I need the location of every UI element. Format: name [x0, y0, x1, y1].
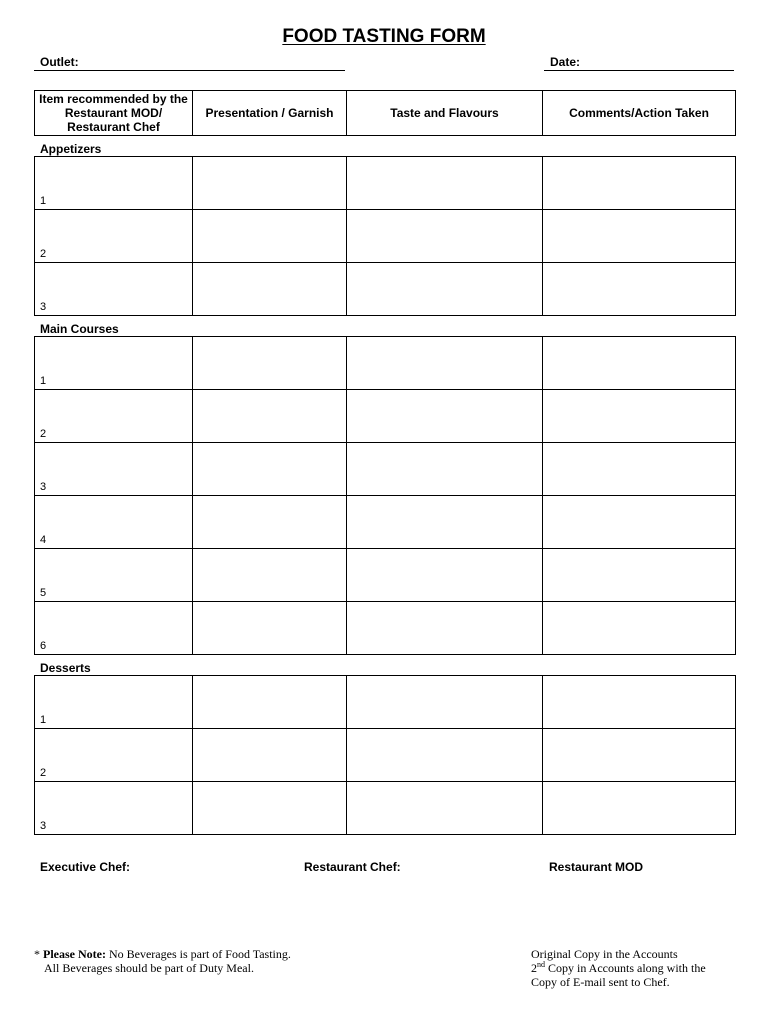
- column-header-comments: Comments/Action Taken: [543, 91, 736, 136]
- table-row: [35, 549, 736, 602]
- comments-cell[interactable]: [543, 782, 736, 835]
- comments-cell[interactable]: [543, 210, 736, 263]
- section-label-desserts: Desserts: [40, 661, 91, 675]
- presentation-cell[interactable]: [193, 549, 347, 602]
- presentation-cell[interactable]: [193, 496, 347, 549]
- table-row: [35, 337, 736, 390]
- page-title: [0, 26, 768, 48]
- comments-cell[interactable]: [543, 676, 736, 729]
- taste-cell[interactable]: [347, 390, 543, 443]
- table-row: [35, 782, 736, 835]
- note-line2: All Beverages should be part of Duty Meal.: [44, 961, 254, 975]
- executive-chef-label: Executive Chef:: [40, 860, 131, 874]
- taste-cell[interactable]: [347, 443, 543, 496]
- table-row: [35, 443, 736, 496]
- copy-distribution: [531, 947, 761, 989]
- note-bold: Please Note:: [43, 947, 106, 961]
- comments-cell[interactable]: [543, 549, 736, 602]
- header-table: [34, 90, 736, 136]
- presentation-cell[interactable]: [193, 602, 347, 655]
- row-number[interactable]: 1: [35, 337, 193, 390]
- date-label: Date:: [550, 55, 581, 69]
- desserts-table: [34, 675, 736, 835]
- presentation-cell[interactable]: [193, 390, 347, 443]
- table-row: [35, 496, 736, 549]
- row-number[interactable]: 2: [35, 210, 193, 263]
- note-line1: No Beverages is part of Food Tasting.: [105, 947, 291, 961]
- table-row: [35, 263, 736, 316]
- restaurant-mod-label: Restaurant MOD: [549, 860, 644, 874]
- column-header-taste: Taste and Flavours: [347, 91, 543, 136]
- row-number[interactable]: 5: [35, 549, 193, 602]
- form-title: FOOD TASTING FORM: [282, 26, 486, 47]
- taste-cell[interactable]: [347, 496, 543, 549]
- taste-cell[interactable]: [347, 676, 543, 729]
- taste-cell[interactable]: [347, 549, 543, 602]
- copy-line2-num: 2: [531, 961, 537, 975]
- column-header-item: Item recommended by the Restaurant MOD/ Restaurant Chef: [35, 91, 193, 136]
- column-header-presentation: Presentation / Garnish: [193, 91, 347, 136]
- row-number[interactable]: 2: [35, 390, 193, 443]
- row-number[interactable]: 1: [35, 157, 193, 210]
- comments-cell[interactable]: [543, 602, 736, 655]
- taste-cell[interactable]: [347, 337, 543, 390]
- comments-cell[interactable]: [543, 337, 736, 390]
- table-row: [35, 390, 736, 443]
- copy-line2-rest: Copy in Accounts along with the: [545, 961, 706, 975]
- taste-cell[interactable]: [347, 157, 543, 210]
- comments-cell[interactable]: [543, 390, 736, 443]
- presentation-cell[interactable]: [193, 210, 347, 263]
- comments-cell[interactable]: [543, 263, 736, 316]
- presentation-cell[interactable]: [193, 676, 347, 729]
- presentation-cell[interactable]: [193, 263, 347, 316]
- outlet-label: Outlet:: [40, 55, 79, 69]
- row-number[interactable]: 2: [35, 729, 193, 782]
- taste-cell[interactable]: [347, 782, 543, 835]
- presentation-cell[interactable]: [193, 157, 347, 210]
- taste-cell[interactable]: [347, 602, 543, 655]
- section-label-appetizers: Appetizers: [40, 142, 102, 156]
- date-field[interactable]: [544, 70, 734, 71]
- presentation-cell[interactable]: [193, 337, 347, 390]
- comments-cell[interactable]: [543, 443, 736, 496]
- comments-cell[interactable]: [543, 496, 736, 549]
- row-number[interactable]: 4: [35, 496, 193, 549]
- row-number[interactable]: 1: [35, 676, 193, 729]
- taste-cell[interactable]: [347, 263, 543, 316]
- copy-line1: Original Copy in the Accounts: [531, 947, 678, 961]
- main-courses-table: [34, 336, 736, 655]
- table-row: [35, 210, 736, 263]
- outlet-field[interactable]: [34, 70, 345, 71]
- comments-cell[interactable]: [543, 729, 736, 782]
- taste-cell[interactable]: [347, 729, 543, 782]
- copy-line3: Copy of E-mail sent to Chef.: [531, 975, 670, 989]
- row-number[interactable]: 3: [35, 263, 193, 316]
- appetizers-table: [34, 156, 736, 316]
- row-number[interactable]: 6: [35, 602, 193, 655]
- row-number[interactable]: 3: [35, 782, 193, 835]
- copy-line2-sup: nd: [537, 960, 545, 969]
- presentation-cell[interactable]: [193, 443, 347, 496]
- section-label-main-courses: Main Courses: [40, 322, 119, 336]
- table-row: [35, 676, 736, 729]
- note-prefix: *: [34, 947, 43, 961]
- presentation-cell[interactable]: [193, 729, 347, 782]
- row-number[interactable]: 3: [35, 443, 193, 496]
- comments-cell[interactable]: [543, 157, 736, 210]
- table-row: [35, 157, 736, 210]
- table-row: [35, 729, 736, 782]
- table-row: [35, 602, 736, 655]
- presentation-cell[interactable]: [193, 782, 347, 835]
- footer-note: [34, 947, 454, 975]
- restaurant-chef-label: Restaurant Chef:: [304, 860, 401, 874]
- taste-cell[interactable]: [347, 210, 543, 263]
